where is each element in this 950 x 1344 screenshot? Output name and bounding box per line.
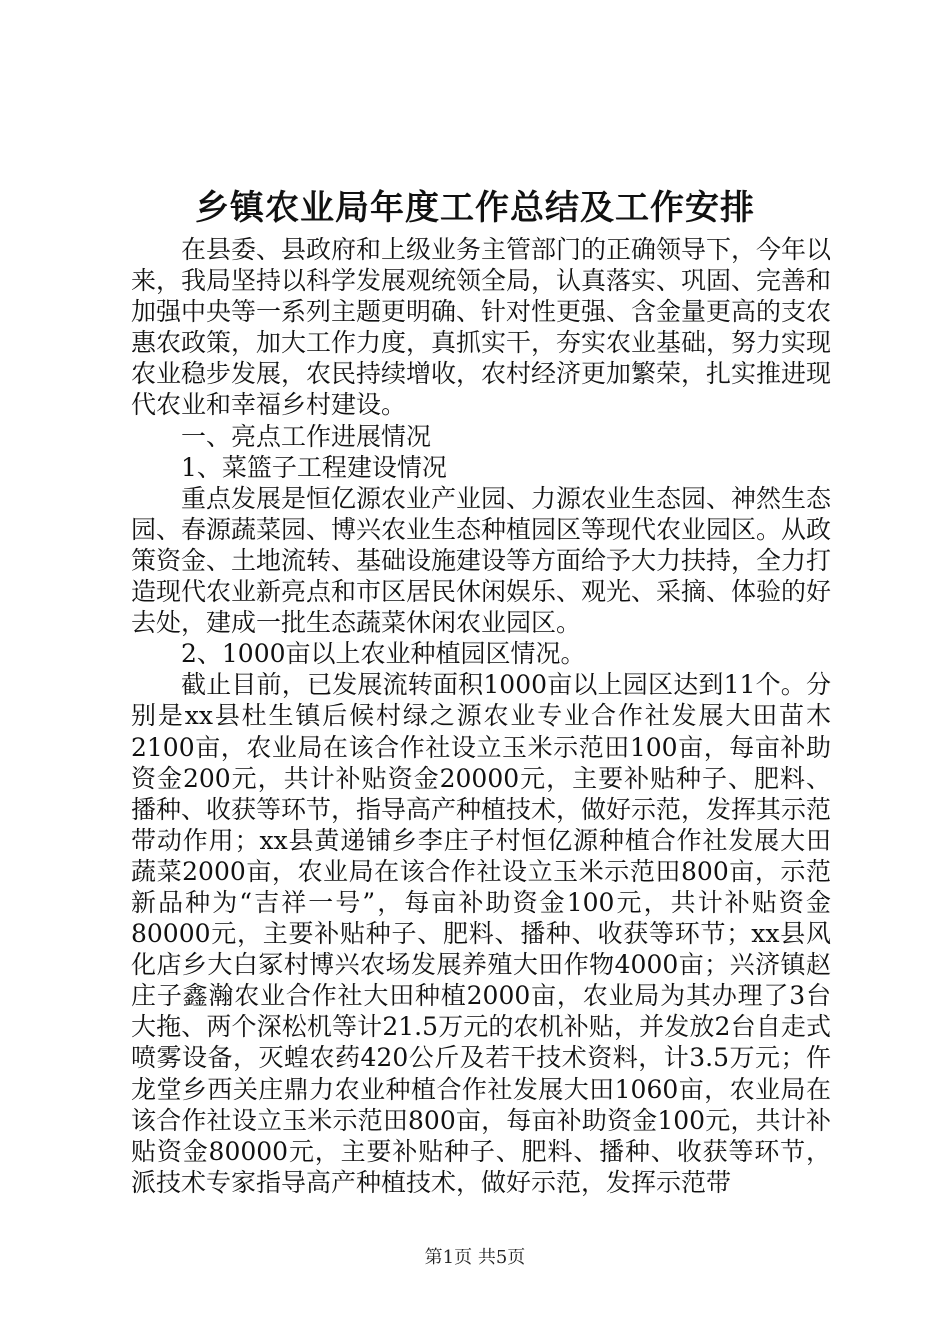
- document-title: 乡镇农业局年度工作总结及工作安排: [195, 188, 755, 228]
- paragraph-vegetable-basket: 重点发展是恒亿源农业产业园、力源农业生态园、神然生态园、春源蔬菜园、博兴农业生态种植园区等现代农业园区。从政策资金、土地流转、基础设施建设等方面给予大力扶持，全力打造现代农业新亮点和市区居民休闲娱乐、观光、采摘、体验的好去处，建成一批生态蔬菜休闲农业园区。: [131, 483, 832, 638]
- document-body: [131, 234, 831, 1198]
- page-footer: 第1页 共5页: [424, 1247, 526, 1268]
- subheading-large-parks: 2、1000亩以上农业种植园区情况。: [181, 639, 586, 669]
- subheading-vegetable-basket: 1、菜篮子工程建设情况: [181, 452, 447, 482]
- section-heading-highlights: 一、亮点工作进展情况: [181, 421, 432, 451]
- paragraph-intro: 在县委、县政府和上级业务主管部门的正确领导下，今年以来，我局坚持以科学发展观统领全局，认真落实、巩固、完善和加强中央等一系列主题更明确、针对性更强、含金量更高的支农惠农政策，加大工作力度，真抓实干，夯实农业基础，努力实现农业稳步发展，农民持续增收，农村经济更加繁荣，扎实推进现代农业和幸福乡村建设。: [131, 235, 832, 420]
- paragraph-large-parks: 截止目前，已发展流转面积1000亩以上园区达到11个。分别是xx县杜生镇后候村绿之源农业专业合作社发展大田苗木2100亩，农业局在该合作社设立玉米示范田100亩，每亩补助资金200元，共计补贴资金20000元，主要补贴种子、肥料、播种、收获等环节，指导高产种植技术，做好示范，发挥其示范带动作用；xx县黄递铺乡李庄子村恒亿源种植合作社发展大田蔬菜2000亩，农业局在该合作社设立玉米示范田800亩，示范新品种为“吉祥一号”，每亩补助资金100元，共计补贴资金80000元，主要补贴种子、肥料、播种、收获等环节；xx县风化店乡大白冢村博兴农场发展养殖大田作物4000亩；兴济镇赵庄子鑫瀚农业合作社大田种植2000亩，农业局为其办理了3台大拖、两个深松机等计21.5万元的农机补贴，并发放2台自走式喷雾设备，灭蝗农药420公斤及若干技术资料，计3.5万元；仵龙堂乡西关庄鼎力农业种植合作社发展大田1060亩，农业局在该合作社设立玉米示范田800亩，每亩补助资金100元，共计补贴资金80000元，主要补贴种子、肥料、播种、收获等环节，派技术专家指导高产种植技术，做好示范，发挥示范带: [131, 670, 832, 1197]
